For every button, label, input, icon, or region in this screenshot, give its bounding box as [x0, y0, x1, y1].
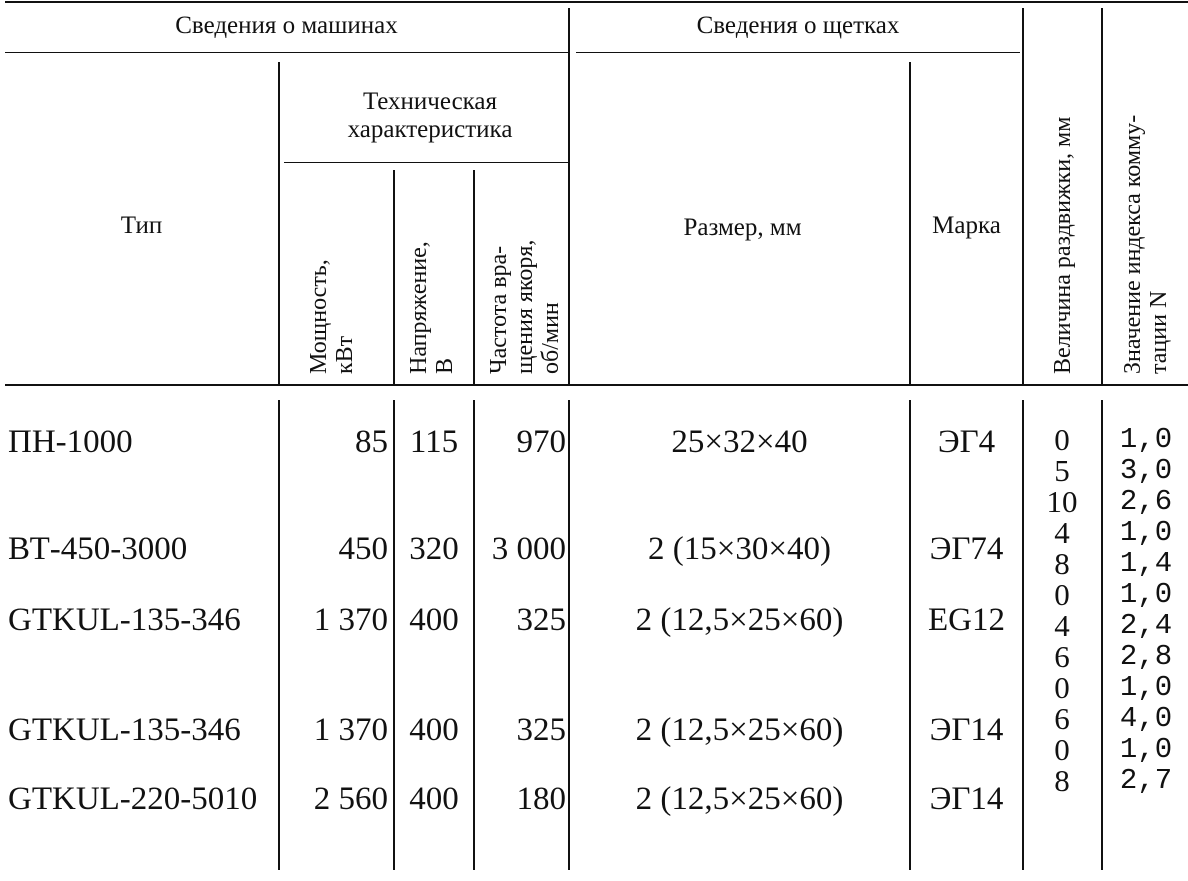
row-1-type: ПН-1000: [8, 424, 133, 460]
row-3-freq: 325: [516, 602, 566, 638]
v-body-power: [393, 400, 395, 870]
row-4-freq: 325: [516, 712, 566, 748]
row-5-power: 2 560: [313, 781, 388, 817]
tech-heading: Техническая характеристика: [347, 88, 513, 143]
table-top-rule: [5, 1, 1188, 3]
index-value: 2,8: [1119, 640, 1173, 673]
index-value: 1,0: [1119, 733, 1173, 766]
shift-value: 4: [1054, 515, 1070, 550]
row-2-voltage: 320: [409, 531, 459, 567]
row-4-type: GTKUL-135-346: [8, 712, 241, 748]
v-body-voltage: [473, 400, 475, 870]
v-rule-brand: [1022, 8, 1024, 384]
brand-heading: Марка: [932, 212, 1001, 239]
shift-value: 6: [1054, 639, 1070, 674]
row-5-freq: 180: [516, 781, 566, 817]
index-value: 1,0: [1119, 671, 1173, 704]
v-rule-power: [393, 170, 395, 384]
row-2-freq: 3 000: [491, 531, 566, 567]
voltage-heading: Напряжение, В: [406, 241, 458, 374]
index-values: [1105, 424, 1187, 796]
shift-value: 6: [1054, 701, 1070, 736]
v-body-brand: [1022, 400, 1024, 870]
brushes-group-rule: [576, 52, 1020, 53]
v-rule-type: [278, 62, 280, 384]
index-value: 4,0: [1119, 702, 1173, 735]
v-body-type: [278, 400, 280, 870]
shift-value: 8: [1054, 763, 1070, 798]
power-heading: Мощность, кВт: [306, 259, 358, 374]
index-heading: Значение индекса комму- тации N: [1120, 114, 1172, 374]
row-5-size: 2 (12,5×25×60): [635, 781, 844, 817]
index-value: 1,0: [1119, 578, 1173, 611]
row-5-type: GTKUL-220-5010: [8, 781, 258, 817]
index-value: 1,4: [1119, 547, 1173, 580]
v-body-shift: [1101, 400, 1103, 870]
shift-value: 0: [1054, 422, 1070, 457]
v-rule-shift: [1101, 8, 1103, 384]
row-1-freq: 970: [516, 424, 566, 460]
index-value: 1,0: [1119, 423, 1173, 456]
row-1-brand: ЭГ4: [937, 424, 996, 460]
machines-group-rule: [5, 52, 568, 53]
row-4-size: 2 (12,5×25×60): [635, 712, 844, 748]
shift-value: 5: [1054, 453, 1070, 488]
row-1-power: 85: [355, 424, 388, 460]
index-value: 2,4: [1119, 609, 1173, 642]
shift-value: 0: [1054, 670, 1070, 705]
row-2-power: 450: [338, 531, 388, 567]
row-1-voltage: 115: [409, 424, 459, 460]
index-value: 3,0: [1119, 454, 1173, 487]
row-5-voltage: 400: [409, 781, 459, 817]
index-value: 1,0: [1119, 516, 1173, 549]
shift-values: [1026, 424, 1098, 796]
shift-value: 10: [1046, 484, 1078, 519]
row-5-brand: ЭГ14: [929, 781, 1004, 817]
shift-value: 8: [1054, 546, 1070, 581]
v-body-freq: [568, 400, 570, 870]
shift-value: 4: [1054, 608, 1070, 643]
row-3-size: 2 (12,5×25×60): [635, 602, 844, 638]
row-3-power: 1 370: [313, 602, 388, 638]
row-4-brand: ЭГ14: [929, 712, 1004, 748]
header-bottom-rule: [5, 384, 1188, 386]
row-4-power: 1 370: [313, 712, 388, 748]
row-2-brand: ЭГ74: [929, 531, 1004, 567]
row-2-type: ВТ-450-3000: [8, 531, 188, 567]
type-heading: Тип: [120, 212, 163, 239]
freq-heading: Частота вра- щения якоря, об/мин: [486, 239, 564, 374]
shift-value: 0: [1054, 577, 1070, 612]
row-3-voltage: 400: [409, 602, 459, 638]
shift-heading: Величина раздвижки, мм: [1050, 116, 1076, 374]
row-4-voltage: 400: [409, 712, 459, 748]
row-3-type: GTKUL-135-346: [8, 602, 241, 638]
v-rule-freq: [568, 8, 570, 384]
index-value: 2,7: [1119, 764, 1173, 797]
row-2-size: 2 (15×30×40): [648, 531, 831, 567]
v-body-size: [909, 400, 911, 870]
row-3-brand: EG12: [928, 602, 1005, 638]
shift-value: 0: [1054, 732, 1070, 767]
row-1-size: 25×32×40: [671, 424, 808, 460]
size-heading: Размер, мм: [683, 214, 802, 241]
tech-group-rule: [284, 162, 569, 163]
v-rule-voltage: [473, 170, 475, 384]
brushes-group-heading: Сведения о щетках: [696, 12, 900, 39]
index-value: 2,6: [1119, 485, 1173, 518]
machines-group-heading: Сведения о машинах: [175, 12, 398, 39]
